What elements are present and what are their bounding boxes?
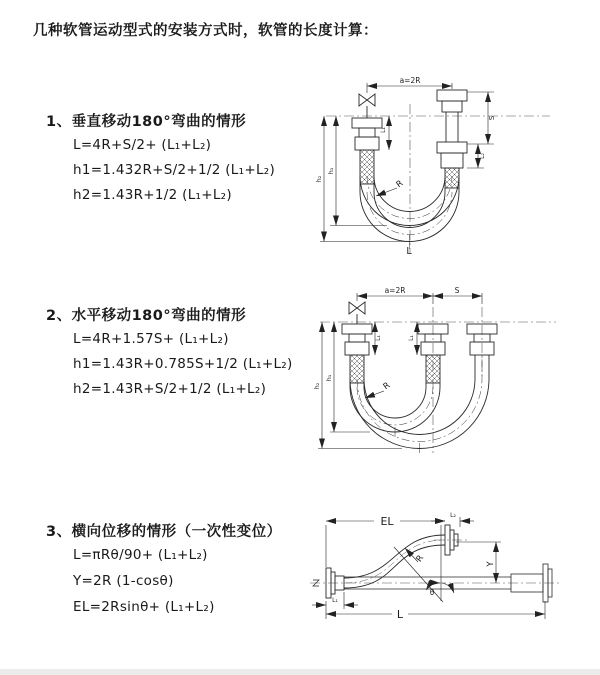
centerlines [310, 540, 562, 583]
left-fitting [342, 324, 372, 383]
page-title: 几种软管运动型式的安装方式时，软管的长度计算： [33, 23, 378, 39]
section-3-formula-EL: EL=2Rsinθ+ (L₁+L₂) [73, 599, 215, 615]
valve-icon [349, 302, 365, 324]
dim-label-height2: h₂ [313, 382, 321, 390]
diagram-horizontal-180-bend [312, 281, 564, 461]
right-fitting [437, 90, 467, 188]
section-1-heading: 1、垂直移动180°弯曲的情形 [46, 114, 247, 130]
diagram-vertical-180-bend [312, 72, 564, 258]
dim-label-height2: h₂ [315, 175, 323, 183]
dim-label-end-left: L₁ [375, 335, 382, 341]
diagram-lateral-displacement [296, 497, 596, 647]
dim-label-stroke: S [488, 115, 496, 121]
section-3-formula-L: L=πRθ/90+ (L₁+L₂) [73, 547, 208, 563]
hose-curves [350, 355, 489, 453]
dim-label-end-right: L₂ [479, 153, 486, 159]
dim-label-span: a=2R [399, 76, 421, 85]
section-1-formula-h1: h1=1.432R+S/2+1/2 (L₁+L₂) [73, 162, 276, 178]
dim-label-span: a=2R [384, 286, 406, 295]
dim-label-stroke: S [454, 286, 460, 295]
dim-label-radius: R [414, 553, 427, 565]
section-2-formula-h1: h1=1.43R+0.785S+1/2 (L₁+L₂) [73, 356, 293, 372]
dim-label-end-mid: L₁ [408, 335, 415, 341]
dim-label-radius: R [381, 380, 393, 393]
section-2-formula-L: L=4R+1.57S+ (L₁+L₂) [73, 331, 229, 347]
section-1-formula-L: L=4R+S/2+ (L₁+L₂) [73, 137, 212, 153]
dim-label-end-left: L₁ [332, 597, 338, 604]
dim-label-radius: R [394, 178, 406, 191]
dim-label-end-right: L₂ [450, 512, 456, 519]
dim-label-angle: θ [429, 588, 435, 597]
section-1-formula-h2: h2=1.43R+1/2 (L₁+L₂) [73, 187, 232, 203]
dim-label-length: L [406, 246, 412, 257]
page-bottom-edge [0, 669, 600, 675]
dim-label-offset: Y [486, 561, 496, 567]
straight-pipe [344, 564, 552, 602]
dim-label-height1: h₁ [325, 374, 333, 382]
dimension-lines [318, 293, 482, 449]
dim-label-end-left: L₁ [380, 127, 387, 133]
section-3-formula-Y: Y=2R (1-cosθ) [73, 573, 174, 589]
hose-curves [360, 176, 459, 249]
dimension-lines [312, 517, 545, 619]
left-fitting [352, 118, 382, 184]
section-2-formula-h2: h2=1.43R+S/2+1/2 (L₁+L₂) [73, 381, 267, 397]
section-3-heading: 3、横向位移的情形（一次性变位） [46, 524, 282, 540]
section-2-heading: 2、水平移动180°弯曲的情形 [46, 308, 247, 324]
dim-label-height1: h₁ [327, 167, 335, 175]
dim-label-length: L [396, 608, 404, 621]
dimension-lines [320, 83, 494, 242]
dim-label-extended-length: EL [380, 515, 394, 528]
valve-icon [359, 94, 375, 118]
